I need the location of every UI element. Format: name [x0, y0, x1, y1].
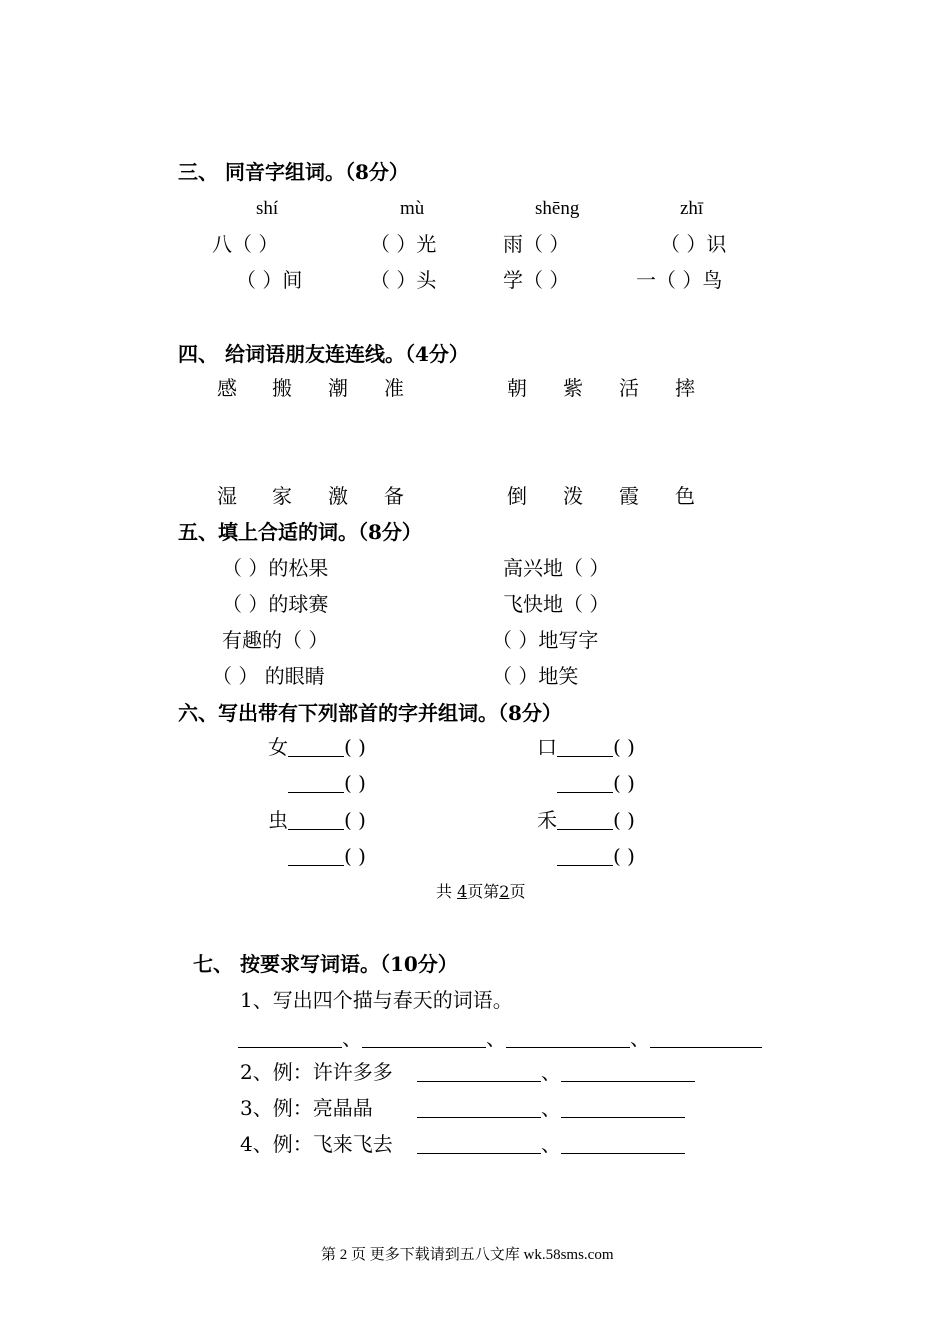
paren-blank: ( )	[613, 808, 635, 832]
question-2: 2、例：许许多多	[240, 1060, 393, 1084]
section-6-title: 六、写出带有下列部首的字并组词。（8分）	[178, 701, 562, 725]
answer-blank[interactable]	[238, 1029, 342, 1048]
pinyin-mu: mù	[400, 198, 425, 219]
answer-blank[interactable]	[561, 1099, 685, 1118]
fill-item: （ ）地写字	[492, 628, 599, 652]
question-4: 4、例：飞来飞去	[240, 1132, 393, 1156]
pinyin-sheng: shēng	[535, 198, 580, 219]
homophone-blank: （ ）识	[660, 232, 727, 256]
match-char: 朝	[507, 376, 527, 400]
match-char: 激	[328, 484, 348, 508]
homophone-blank: 学（ ）	[503, 268, 570, 292]
answer-blank[interactable]	[557, 847, 613, 866]
match-char: 倒	[507, 484, 527, 508]
match-char: 泼	[563, 484, 583, 508]
radical-row	[288, 846, 366, 866]
match-char: 紫	[563, 376, 583, 400]
paren-blank: ( )	[344, 771, 366, 795]
section-3-title: 三、 同音字组词。（8分）	[178, 160, 409, 184]
match-char: 霞	[619, 484, 639, 508]
match-char: 感	[217, 376, 237, 400]
answer-blank[interactable]	[561, 1063, 695, 1082]
answer-blank[interactable]	[288, 738, 344, 757]
answer-blank[interactable]	[288, 811, 344, 830]
match-char: 家	[272, 484, 292, 508]
radical-row	[537, 737, 635, 757]
answer-blank[interactable]	[288, 774, 344, 793]
fill-item: （ ）地笑	[492, 664, 579, 688]
paren-blank: ( )	[613, 771, 635, 795]
homophone-blank: （ ）间	[236, 268, 303, 292]
fill-item: （ ） 的眼睛	[212, 664, 325, 688]
answer-blank[interactable]	[288, 847, 344, 866]
section-5-title: 五、填上合适的词。（8分）	[178, 520, 422, 544]
answer-row-2	[417, 1062, 695, 1082]
section-7-title: 七、 按要求写词语。（10分）	[193, 952, 458, 976]
paren-blank: ( )	[344, 844, 366, 868]
match-char: 搬	[272, 376, 292, 400]
paren-blank: ( )	[344, 735, 366, 759]
radical-nv: 女	[268, 735, 288, 759]
answer-row-4	[417, 1134, 685, 1154]
question-3: 3、例：亮晶晶	[240, 1096, 373, 1120]
page-marker: 共 4页第2页	[436, 882, 526, 901]
match-char: 潮	[328, 376, 348, 400]
answer-blank[interactable]	[506, 1029, 630, 1048]
fill-item: （ ）的松果	[222, 556, 329, 580]
answer-blank[interactable]	[417, 1063, 541, 1082]
radical-row	[537, 810, 635, 830]
separator: 、	[630, 1026, 650, 1050]
paren-blank: ( )	[613, 844, 635, 868]
match-char: 湿	[217, 484, 237, 508]
answer-blank[interactable]	[557, 811, 613, 830]
question-1: 1、写出四个描与春天的词语。	[240, 988, 513, 1012]
separator: 、	[541, 1132, 561, 1156]
answer-blank[interactable]	[417, 1099, 541, 1118]
match-char: 活	[619, 376, 639, 400]
page-footer: 第 2 页 更多下载请到五八文库 wk.58sms.com	[321, 1247, 614, 1263]
homophone-blank: （ ）头	[370, 268, 437, 292]
pinyin-shi: shí	[256, 198, 279, 219]
answer-blank[interactable]	[561, 1135, 685, 1154]
answer-blank[interactable]	[362, 1029, 486, 1048]
answer-blank[interactable]	[417, 1135, 541, 1154]
separator: 、	[541, 1096, 561, 1120]
radical-row	[557, 846, 635, 866]
match-char: 准	[384, 376, 404, 400]
separator: 、	[342, 1026, 362, 1050]
homophone-blank: 一（ ）鸟	[636, 268, 723, 292]
fill-item: 高兴地（ ）	[503, 556, 610, 580]
radical-row	[288, 773, 366, 793]
answer-blank[interactable]	[557, 774, 613, 793]
homophone-blank: 雨（ ）	[503, 232, 570, 256]
radical-chong: 虫	[268, 808, 288, 832]
match-char: 摔	[675, 376, 695, 400]
separator: 、	[541, 1060, 561, 1084]
radical-kou: 口	[537, 735, 557, 759]
fill-item: 有趣的（ ）	[222, 628, 329, 652]
radical-row	[557, 773, 635, 793]
fill-item: （ ）的球赛	[222, 592, 329, 616]
answer-row-1	[238, 1028, 762, 1048]
answer-row-3	[417, 1098, 685, 1118]
match-char: 色	[675, 484, 695, 508]
section-4-title: 四、 给词语朋友连连线。（4分）	[178, 342, 469, 366]
answer-blank[interactable]	[557, 738, 613, 757]
fill-item: 飞快地（ ）	[503, 592, 610, 616]
pinyin-zhi: zhī	[680, 198, 704, 219]
paren-blank: ( )	[344, 808, 366, 832]
match-char: 备	[384, 484, 404, 508]
paren-blank: ( )	[613, 735, 635, 759]
homophone-blank: （ ）光	[370, 232, 437, 256]
answer-blank[interactable]	[650, 1029, 762, 1048]
separator: 、	[486, 1026, 506, 1050]
radical-row	[268, 737, 366, 757]
homophone-blank: 八（ ）	[212, 232, 279, 256]
radical-row	[268, 810, 366, 830]
radical-he: 禾	[537, 808, 557, 832]
